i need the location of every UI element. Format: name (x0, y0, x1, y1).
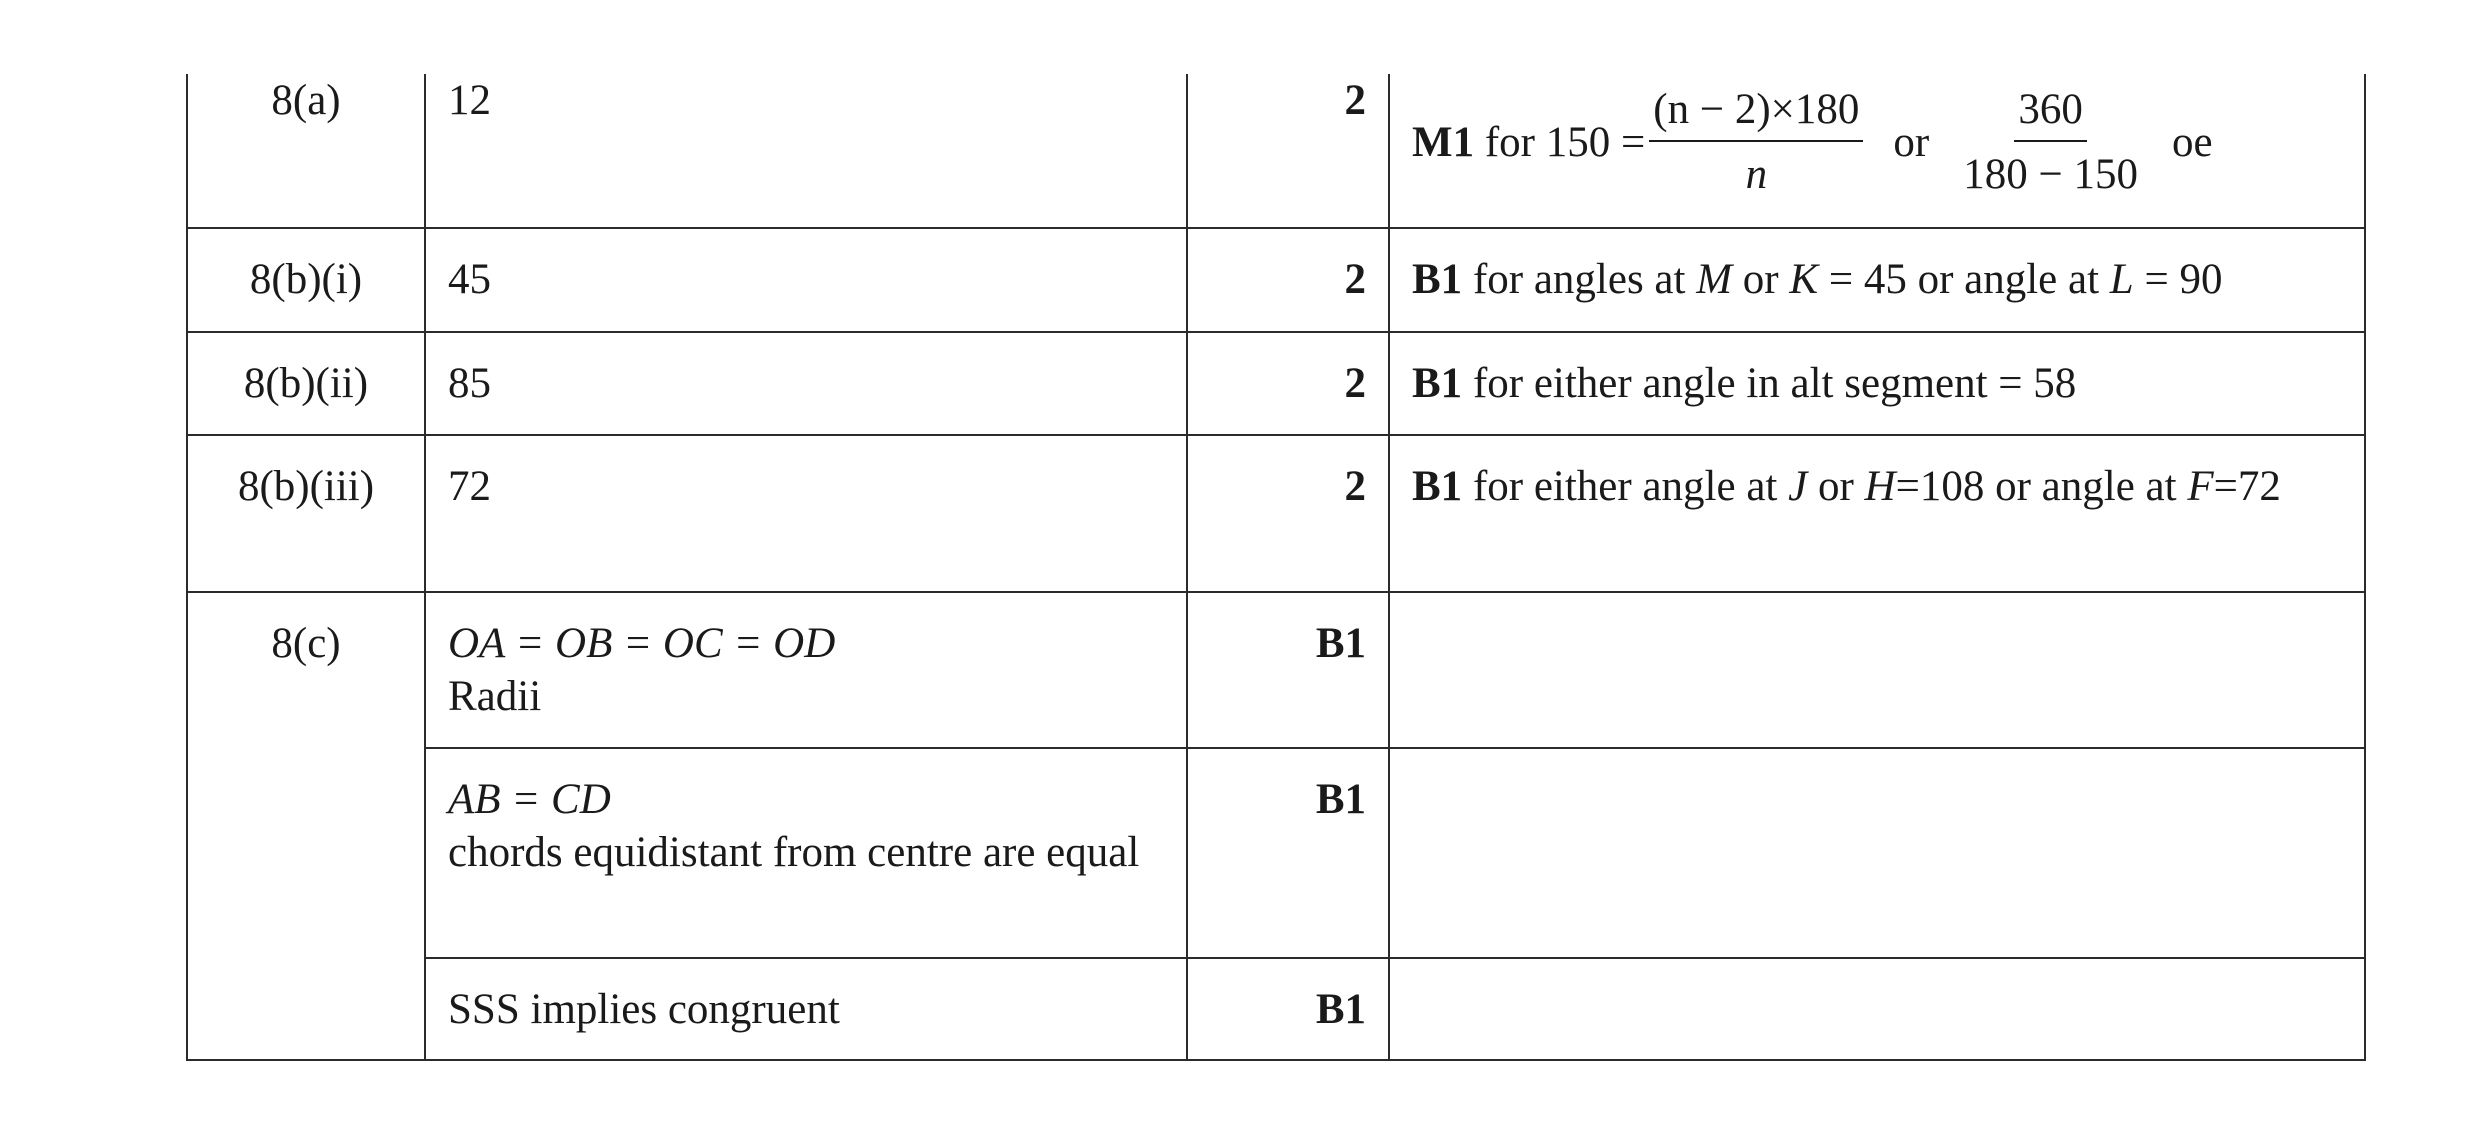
answer-cell (425, 228, 1187, 332)
mark-scheme-table (186, 74, 2366, 1061)
marks-cell (1187, 958, 1389, 1060)
variable: K (1789, 256, 1819, 303)
answer-cell (425, 74, 1187, 228)
variable: H (1864, 463, 1896, 510)
guidance-cell (1389, 332, 2365, 435)
question-number (187, 435, 425, 592)
question-number (187, 228, 425, 332)
answer-equation: OA = OB = OC = OD (448, 620, 836, 667)
answer-cell (425, 435, 1187, 592)
variable: J (1788, 463, 1808, 510)
fraction-numerator: (n − 2)×180 (1649, 83, 1863, 142)
guidance-text: for either angle in alt segment = 58 (1472, 360, 2077, 407)
guidance-cell (1389, 435, 2365, 592)
question-number (187, 332, 425, 435)
guidance-cell (1389, 958, 2365, 1060)
guidance-text: =72 (2213, 463, 2281, 510)
oe-text: oe (2171, 118, 2213, 166)
question-label: 8(b)(i) (249, 256, 363, 303)
marks-cell (1187, 748, 1389, 958)
question-label: 8(c) (271, 620, 341, 667)
answer-value: 72 (448, 463, 491, 510)
guidance-text: for 150 (1484, 118, 1611, 166)
mark-type: B1 (1412, 360, 1463, 407)
mark-type: B1 (1412, 463, 1463, 510)
table-row (187, 332, 2365, 435)
guidance-formula (1412, 66, 2346, 218)
question-number (187, 74, 425, 228)
guidance-text: =108 or angle at (1895, 463, 2177, 510)
answer-equation: AB = CD (448, 776, 611, 823)
marks-value: 2 (1344, 463, 1366, 510)
marks-cell (1187, 332, 1389, 435)
table-row (187, 228, 2365, 332)
table-row (187, 592, 2365, 748)
question-label: 8(a) (271, 77, 341, 124)
or-text: or (1893, 118, 1930, 166)
variable: F (2187, 463, 2214, 510)
answer-cell (425, 958, 1187, 1060)
answer-reason: Radii (448, 673, 542, 720)
guidance-cell (1389, 748, 2365, 958)
table-row (187, 958, 2365, 1060)
mark-type: B1 (1412, 256, 1463, 303)
marks-value: 2 (1344, 256, 1366, 303)
answer-cell (425, 332, 1187, 435)
marks-cell (1187, 74, 1389, 228)
fraction-denominator: 180 − 150 (1963, 151, 2138, 198)
marks-value: B1 (1315, 776, 1366, 823)
guidance-text: or (1742, 256, 1779, 303)
question-label: 8(b)(iii) (237, 463, 375, 510)
guidance-text: or (1817, 463, 1854, 510)
answer-value: 12 (448, 77, 491, 124)
answer-cell (425, 592, 1187, 748)
guidance-text: = 90 (2144, 256, 2223, 303)
answer-value: 85 (448, 360, 491, 407)
answer-cell (425, 748, 1187, 958)
answer-reason: chords equidistant from centre are equal (448, 829, 1140, 876)
marks-cell (1187, 592, 1389, 748)
fraction-denominator: n (1745, 151, 1768, 198)
fraction-numerator: 360 (2014, 83, 2087, 142)
answer-value: 45 (448, 256, 491, 303)
marks-cell (1187, 228, 1389, 332)
equals-sign: = (1620, 118, 1646, 166)
marks-value: 2 (1344, 360, 1366, 407)
fraction-exterior-angle (1959, 83, 2142, 201)
table-row (187, 435, 2365, 592)
guidance-text: for either angle at (1472, 463, 1778, 510)
table-row (187, 748, 2365, 958)
guidance-text: for angles at (1472, 256, 1686, 303)
marks-value: B1 (1315, 620, 1366, 667)
question-number (187, 592, 425, 1060)
question-label: 8(b)(ii) (243, 360, 369, 407)
marks-value: B1 (1315, 986, 1366, 1033)
marks-value: 2 (1344, 77, 1366, 124)
mark-type: M1 (1412, 118, 1475, 166)
guidance-text: = 45 or angle at (1828, 256, 2100, 303)
variable: M (1696, 256, 1733, 303)
marks-cell (1187, 435, 1389, 592)
fraction-interior-angle (1649, 83, 1863, 201)
guidance-cell (1389, 74, 2365, 228)
guidance-cell (1389, 228, 2365, 332)
answer-reason: SSS implies congruent (448, 986, 840, 1033)
table-row (187, 74, 2365, 228)
variable: L (2109, 256, 2134, 303)
guidance-cell (1389, 592, 2365, 748)
